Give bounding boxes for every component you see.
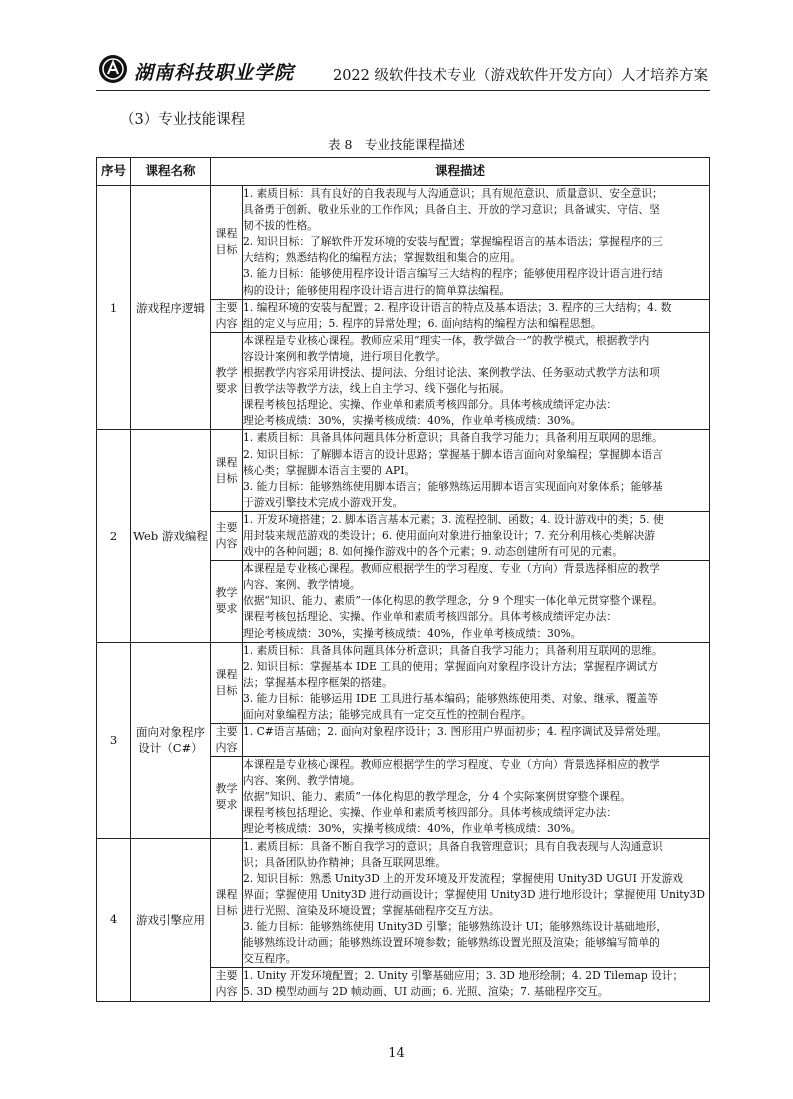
table-row	[97, 430, 710, 511]
description-cell	[243, 561, 710, 642]
description-line: 3. 能力目标：能够使用程序设计语言编写三大结构的程序；能够使用程序设计语言进行结	[243, 267, 663, 281]
description-line: 内容、案例、教学情境。	[243, 578, 361, 592]
subsection-cell	[211, 968, 243, 1001]
description-cell	[243, 757, 710, 838]
description-cell	[243, 724, 710, 757]
description-line: 组的定义与应用；5. 程序的异常处理；6. 面向结构的编程方法和编程思想。	[243, 316, 602, 330]
subsection-cell	[211, 838, 243, 968]
subsection-cell	[211, 757, 243, 838]
description-cell	[243, 968, 710, 1001]
description-line: 目教学法等教学方法，线上自主学习、线下强化与拓展。	[243, 382, 511, 396]
description-line: 用封装来规范游戏的类设计；6. 使用面向对象进行抽象设计；7. 充分利用核心类解决游	[243, 528, 655, 542]
school-name: 湖南科技职业学院	[134, 62, 295, 84]
description-line: 大结构；熟悉结构化的编程方法；掌握数组和集合的应用。	[243, 251, 521, 265]
description-line: 理论考核成绩：30%，实操考核成绩：40%，作业单考核成绩：30%。	[243, 822, 582, 836]
description-line: 能够熟练设计动画；能够熟练设置环境参数；能够熟练设置光照及渲染；能够编写简单的	[243, 936, 660, 950]
subsection-cell	[211, 299, 243, 332]
course-name: 面向对象程序设计（C#）	[131, 642, 211, 838]
description-cell	[243, 511, 710, 560]
subsection-label: 主要内容	[215, 969, 238, 999]
description-line: 1. 素质目标：具备不断自我学习的意识；具备自我管理意识；具有自我表现与人沟通意识	[243, 839, 663, 853]
subsection-label: 主要内容	[215, 521, 238, 551]
description-line: 根据教学内容采用讲授法、提问法、分组讨论法、案例教学法、任务驱动式教学方法和项	[243, 366, 660, 380]
description-line: 1. 编程环境的安装与配置；2. 程序设计语言的特点及基本语法；3. 程序的三大结构；4. 数	[243, 300, 672, 314]
document-title: 2022 级软件技术专业（游戏软件开发方向）人才培养方案	[332, 68, 708, 84]
description-cell	[243, 838, 710, 968]
subsection-cell	[211, 724, 243, 757]
course-number: 2	[97, 430, 131, 642]
description-line: 依据“知识、能力、素质”一体化构思的教学理念，分 4 个实际案例贯穿整个课程。	[243, 790, 631, 804]
course-table-body	[97, 186, 710, 1002]
description-cell	[243, 186, 710, 300]
description-line: 3. 能力目标：能够熟练使用脚本语言；能够熟练运用脚本语言实现面向对象体系；能够基	[243, 479, 663, 493]
description-cell	[243, 299, 710, 332]
description-line: 核心类；掌握脚本语言主要的 API。	[243, 463, 416, 477]
description-line: 课程考核包括理论、实操、作业单和素质考核四部分。具体考核成绩评定办法：	[243, 806, 618, 820]
description-line: 具备勇于创新、敬业乐业的工作作风；具备自主、开放的学习意识；具备诚实、守信、坚	[243, 203, 660, 217]
subsection-label: 主要内容	[215, 725, 238, 755]
subsection-label: 课程目标	[215, 887, 238, 917]
description-line: 理论考核成绩：30%，实操考核成绩：40%，作业单考核成绩：30%。	[243, 626, 582, 640]
description-line: 2. 知识目标：掌握基本 IDE 工具的使用；掌握面向对象程序设计方法；掌握程序调试方	[243, 659, 659, 673]
subsection-cell	[211, 511, 243, 560]
description-line: 容设计案例和教学情境，进行项目化教学。	[243, 349, 447, 363]
subsection-cell	[211, 430, 243, 511]
school-logo-icon	[98, 54, 128, 84]
description-line: 2. 知识目标：了解脚本语言的设计思路；掌握基于脚本语言面向对象编程；掌握脚本语言	[243, 447, 663, 461]
description-line: 1. 素质目标：具备具体问题具体分析意识；具备自我学习能力；具备利用互联网的思维。	[243, 643, 663, 657]
description-line: 2. 知识目标：了解软件开发环境的安装与配置；掌握编程语言的基本语法；掌握程序的三	[243, 235, 663, 249]
description-line: 界面；掌握使用 Unity3D 进行动画设计；掌握使用 Unity3D 进行地形设计；掌握使用 Unity3D	[243, 887, 705, 901]
description-line: 构的设计；能够使用程序设计语言进行的简单算法编程。	[243, 283, 511, 297]
course-number: 3	[97, 642, 131, 838]
description-line: 交互程序。	[243, 952, 297, 966]
course-name: 游戏引擎应用	[131, 838, 211, 1001]
description-line: 理论考核成绩：30%，实操考核成绩：40%，作业单考核成绩：30%。	[243, 414, 582, 428]
table-row	[97, 186, 710, 300]
page-header	[96, 50, 710, 91]
course-table	[96, 157, 710, 1002]
course-number: 1	[97, 186, 131, 430]
description-line: 本课程是专业核心课程。教师应根据学生的学习程度、专业（方向）背景选择相应的教学	[243, 562, 660, 576]
description-cell	[243, 430, 710, 511]
description-line: 面向对象编程方法；能够完成具有一定交互性的控制台程序。	[243, 708, 532, 721]
subsection-label: 教学要求	[215, 366, 238, 396]
description-line: 本课程是专业核心课程。教师应根据学生的学习程度、专业（方向）背景选择相应的教学	[243, 758, 660, 772]
description-line: 5. 3D 模型动画与 2D 帧动画、UI 动画；6. 光照、渲染；7. 基础程序交互。	[243, 985, 609, 999]
description-line: 1. 开发环境搭建；2. 脚本语言基本元素；3. 流程控制、函数；4. 设计游戏中的类；5. 使	[243, 512, 664, 526]
subsection-label: 课程目标	[215, 455, 238, 485]
header-course-description: 课程描述	[211, 158, 710, 186]
course-name: Web 游戏编程	[131, 430, 211, 642]
description-line: 课程考核包括理论、实操、作业单和素质考核四部分。具体考核成绩评定办法：	[243, 398, 618, 412]
header-number: 序号	[97, 158, 131, 186]
course-name: 游戏程序逻辑	[131, 186, 211, 430]
table-row	[97, 642, 710, 723]
description-line: 韧不拔的性格。	[243, 219, 318, 233]
description-line: 进行光照、渲染及环境设置；掌握基础程序交互方法。	[243, 903, 500, 917]
description-line: 3. 能力目标：能够运用 IDE 工具进行基本编码；能够熟练使用类、对象、继承、覆盖等	[243, 691, 659, 705]
subsection-cell	[211, 186, 243, 300]
description-line: 课程考核包括理论、实操、作业单和素质考核四部分。具体考核成绩评定办法：	[243, 610, 618, 624]
description-line: 1. 素质目标：具备具体问题具体分析意识；具备自我学习能力；具备利用互联网的思维。	[243, 431, 663, 445]
course-number: 4	[97, 838, 131, 1001]
header-course-name: 课程名称	[131, 158, 211, 186]
subsection-label: 课程目标	[215, 227, 238, 257]
description-line: 于游戏引擎技术完成小游戏开发。	[243, 495, 404, 509]
description-cell	[243, 332, 710, 430]
description-line: 1. 素质目标：具有良好的自我表现与人沟通意识；具有规范意识、质量意识、安全意识；	[243, 187, 663, 200]
description-line: 内容、案例、教学情境。	[243, 774, 361, 788]
table-caption: 表 8 专业技能课程描述	[328, 137, 465, 152]
subsection-label: 教学要求	[215, 586, 238, 616]
description-line: 依据“知识、能力、素质”一体化构思的教学理念，分 9 个理实一体化单元贯穿整个课程。	[243, 594, 663, 608]
description-line: 识；具备团队协作精神；具备互联网思维。	[243, 855, 447, 869]
description-line: 1. Unity 开发环境配置；2. Unity 引擎基础应用；3. 3D 地形绘制；4. 2D Tilemap 设计；	[243, 969, 684, 983]
subsection-cell	[211, 332, 243, 430]
description-line: 1. C#语言基础；2. 面向对象程序设计；3. 图形用户界面初步；4. 程序调试及异常处理。	[243, 725, 668, 739]
subsection-cell	[211, 642, 243, 723]
subsection-label: 课程目标	[215, 667, 238, 697]
table-row	[97, 838, 710, 968]
description-line: 2. 知识目标：熟悉 Unity3D 上的开发环境及开发流程；掌握使用 Unity3D UGUI 开发游戏	[243, 871, 683, 885]
description-cell	[243, 642, 710, 723]
description-line: 法；掌握基本程序框架的搭建。	[243, 675, 393, 689]
section-title: （3）专业技能课程	[120, 112, 246, 128]
subsection-label: 主要内容	[215, 300, 238, 330]
subsection-cell	[211, 561, 243, 642]
description-line: 本课程是专业核心课程。教师应采用“理实一体，教学做合一”的教学模式，根据教学内	[243, 333, 650, 347]
description-line: 3. 能力目标：能够熟练使用 Unity3D 引擎；能够熟练设计 UI；能够熟练设计基础地形，	[243, 920, 668, 934]
description-line: 戏中的各种问题；8. 如何操作游戏中的各个元素；9. 动态创建所有可见的元素。	[243, 545, 623, 559]
page-number: 14	[388, 1046, 405, 1061]
subsection-label: 教学要求	[215, 782, 238, 812]
table-header-row	[97, 158, 710, 186]
